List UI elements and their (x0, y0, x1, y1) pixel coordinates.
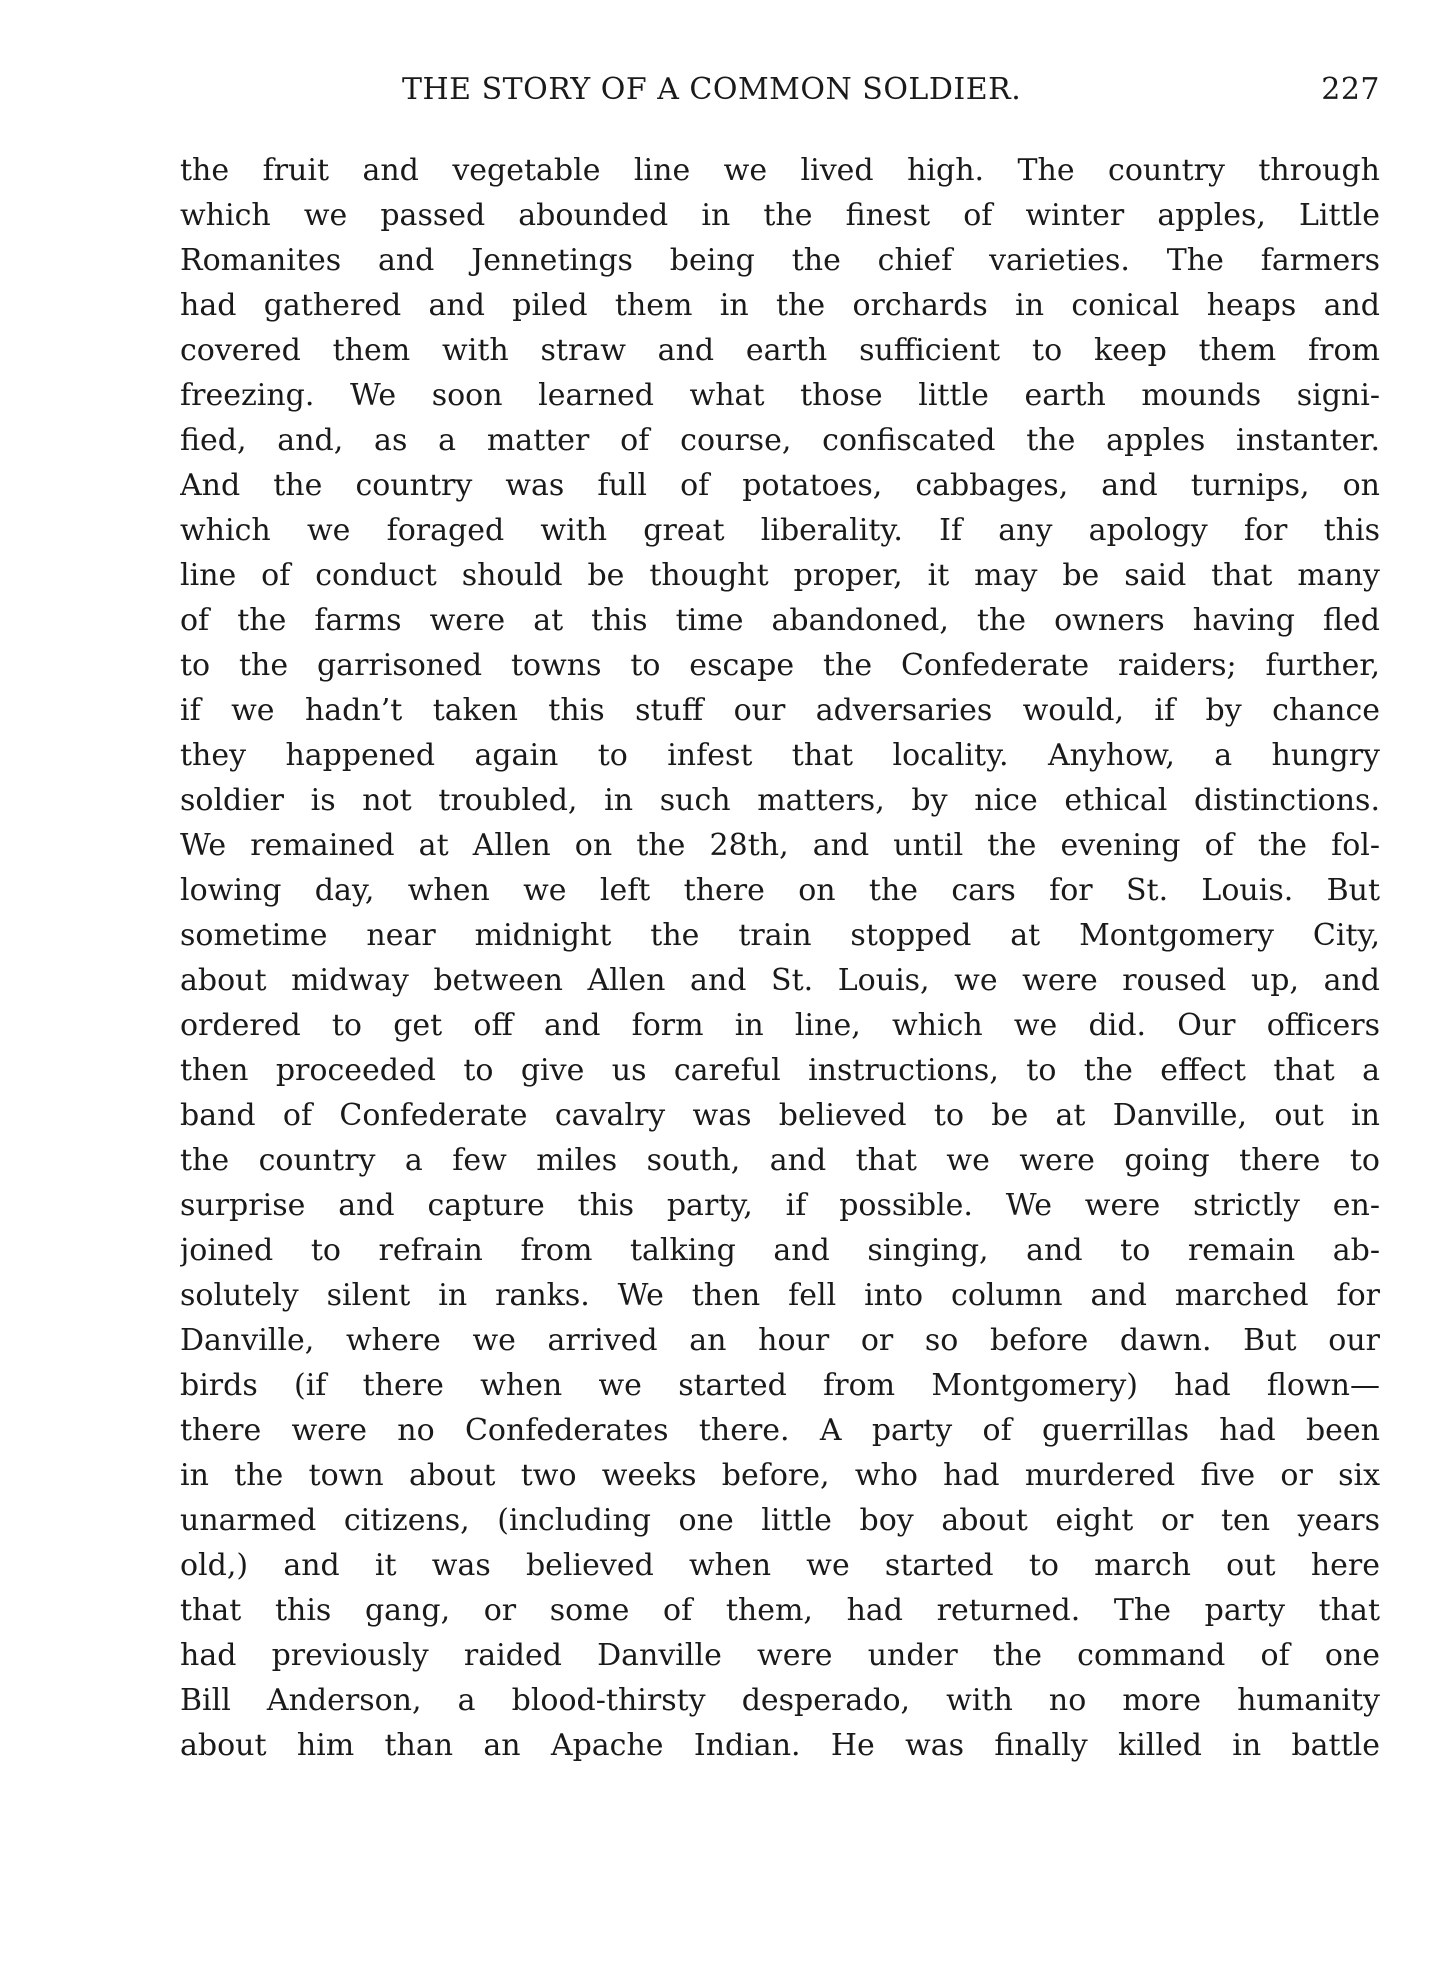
text-line: fied, and, as a matter of course, confiscated the apples instanter. (180, 423, 1380, 458)
text-line: had gathered and piled them in the orchards in conical heaps and (180, 288, 1380, 323)
text-line: which we foraged with great liberality. If any apology for this (180, 513, 1380, 548)
text-line: birds (if there when we started from Montgomery) had flown— (180, 1368, 1380, 1403)
text-line: about midway between Allen and St. Louis, we were roused up, and (180, 963, 1380, 998)
text-line: And the country was full of potatoes, cabbages, and turnips, on (180, 468, 1380, 503)
text-line: unarmed citizens, (including one little boy about eight or ten years (180, 1503, 1380, 1538)
text-line: they happened again to infest that locality. Anyhow, a hungry (180, 738, 1380, 773)
text-line: then proceeded to give us careful instructions, to the effect that a (180, 1053, 1380, 1088)
text-line: old,) and it was believed when we started to march out here (180, 1548, 1380, 1583)
text-line: sometime near midnight the train stopped at Montgomery City, (180, 918, 1380, 953)
text-line: Romanites and Jennetings being the chief varieties. The farmers (180, 243, 1380, 278)
running-title: THE STORY OF A COMMON SOLDIER. (402, 72, 1022, 107)
text-line: We remained at Allen on the 28th, and until the evening of the fol- (180, 828, 1380, 863)
text-line: Danville, where we arrived an hour or so before dawn. But our (180, 1323, 1380, 1358)
text-line: there were no Confederates there. A party of guerrillas had been (180, 1413, 1380, 1448)
text-line: surprise and capture this party, if possible. We were strictly en- (180, 1188, 1380, 1223)
text-line: Bill Anderson, a blood-thirsty desperado, with no more humanity (180, 1683, 1380, 1718)
text-line: to the garrisoned towns to escape the Confederate raiders; further, (180, 648, 1380, 683)
text-line: the fruit and vegetable line we lived high. The country through (180, 153, 1380, 188)
text-line: covered them with straw and earth sufficient to keep them from (180, 333, 1380, 368)
text-line: solutely silent in ranks. We then fell into column and marched for (180, 1278, 1380, 1313)
text-line: line of conduct should be thought proper, it may be said that many (180, 558, 1380, 593)
text-line: if we hadn’t taken this stuff our adversaries would, if by chance (180, 693, 1380, 728)
text-line: ordered to get off and form in line, which we did. Our officers (180, 1008, 1380, 1043)
body-text (180, 148, 1380, 1768)
text-line: about him than an Apache Indian. He was finally killed in battle (180, 1728, 1380, 1763)
text-line: the country a few miles south, and that we were going there to (180, 1143, 1380, 1178)
text-line: that this gang, or some of them, had returned. The party that (180, 1593, 1380, 1628)
text-line: lowing day, when we left there on the cars for St. Louis. But (180, 873, 1380, 908)
running-head (180, 72, 1380, 122)
text-line: freezing. We soon learned what those little earth mounds signi- (180, 378, 1380, 413)
text-line: in the town about two weeks before, who had murdered five or six (180, 1458, 1380, 1493)
page-number: 227 (1321, 72, 1380, 107)
text-line: soldier is not troubled, in such matters, by nice ethical distinctions. (180, 783, 1380, 818)
text-line: had previously raided Danville were under the command of one (180, 1638, 1380, 1673)
text-line: of the farms were at this time abandoned, the owners having fled (180, 603, 1380, 638)
text-line: joined to refrain from talking and singing, and to remain ab- (180, 1233, 1380, 1268)
text-line: band of Confederate cavalry was believed to be at Danville, out in (180, 1098, 1380, 1133)
text-line: which we passed abounded in the finest of winter apples, Little (180, 198, 1380, 233)
